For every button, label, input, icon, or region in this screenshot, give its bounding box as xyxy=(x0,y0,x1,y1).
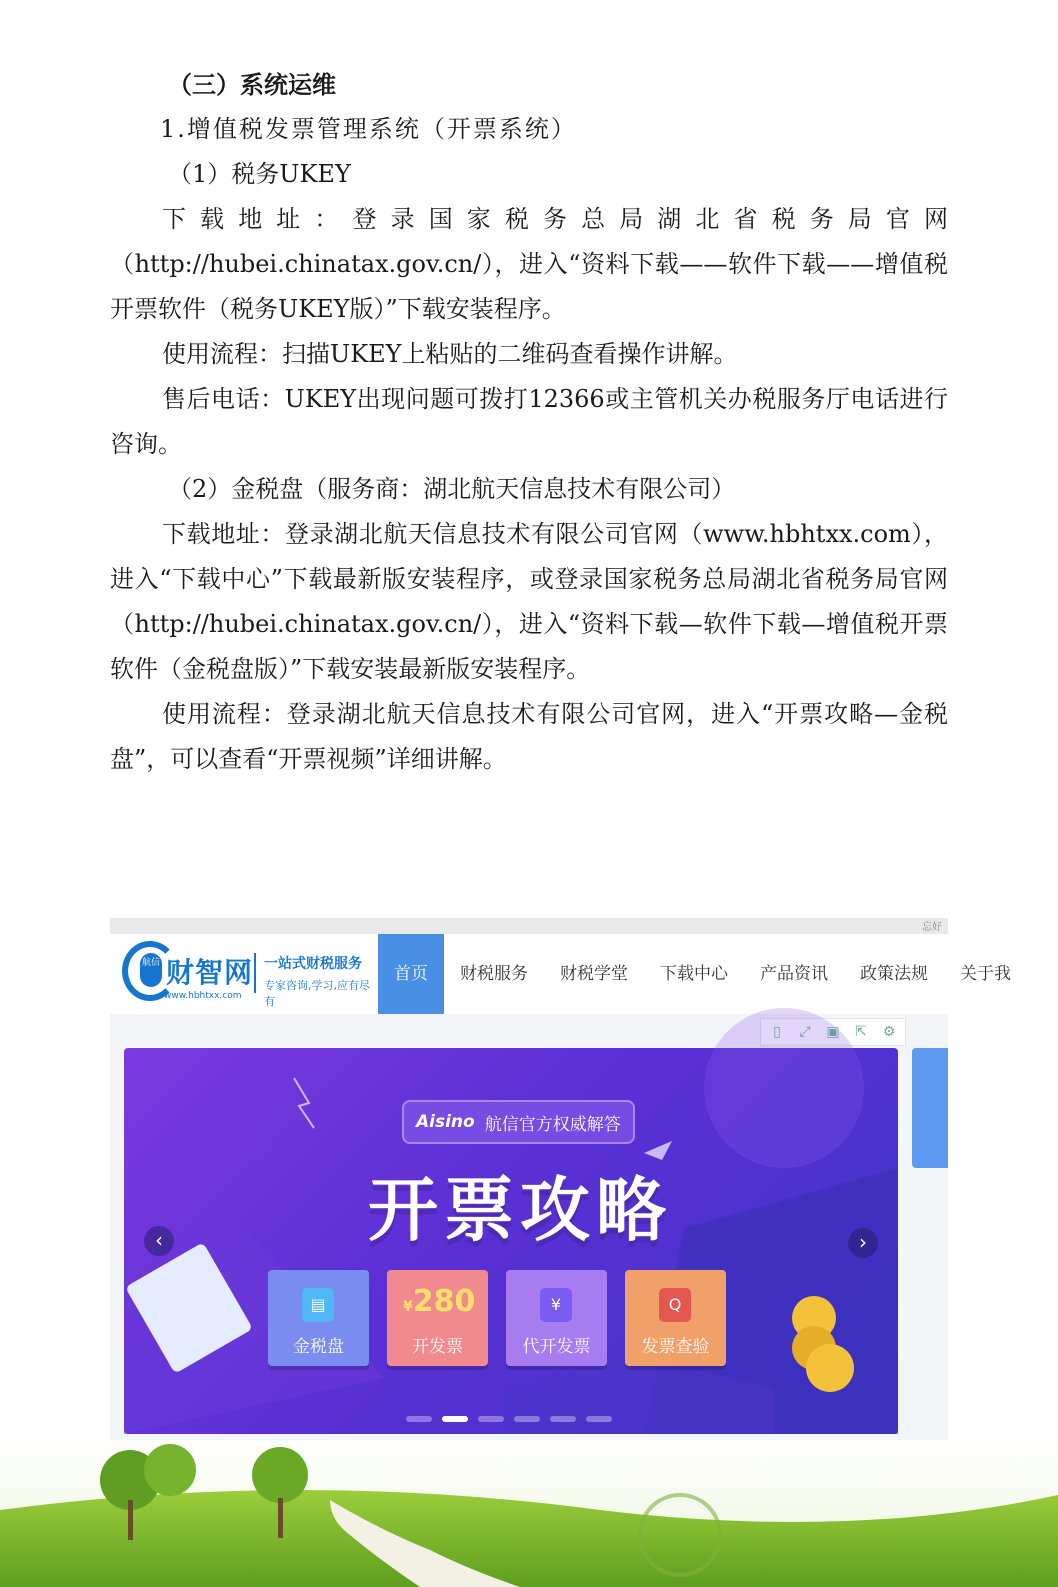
card-issue-invoice[interactable] xyxy=(387,1270,488,1366)
document-body xyxy=(110,62,948,782)
disk-icon: ▤ xyxy=(302,1288,334,1322)
card-invoice-check[interactable] xyxy=(625,1270,726,1366)
hero-banner[interactable] xyxy=(124,1048,898,1434)
landscape-decoration xyxy=(0,1440,1058,1587)
carousel-dot[interactable] xyxy=(586,1416,612,1422)
carousel-indicators xyxy=(406,1416,612,1422)
mobile-icon[interactable]: ▯ xyxy=(773,1024,781,1040)
logo-slogan: 一站式财税服务 xyxy=(264,956,362,972)
browser-top-bar xyxy=(110,918,948,934)
card-label: 开发票 xyxy=(412,1337,463,1357)
site-header xyxy=(110,934,1011,1014)
card-number xyxy=(403,1284,475,1319)
card-label: 发票查验 xyxy=(641,1337,710,1357)
nav-item-tax-school[interactable]: 财税学堂 xyxy=(560,964,628,984)
goldtax-title: （2）金税盘（服务商：湖北航天信息技术有限公司） xyxy=(168,475,736,503)
aisino-badge xyxy=(402,1100,635,1144)
aisino-tagline: 航信官方权威解答 xyxy=(484,1114,621,1135)
nav-item-home[interactable]: 首页 xyxy=(378,934,444,1014)
top-corner-text: 忘好 xyxy=(922,922,942,933)
card-label: 金税盘 xyxy=(293,1337,344,1357)
ukey-download-paragraph: 下载地址：登录国家税务总局湖北省税务局官网（http://hubei.chinatax.gov.cn/），进入“资料下载——软件下载——增值税开票软件（税务UKEY版）”下载安装程序。 xyxy=(110,205,948,323)
currency-symbol: ¥ xyxy=(403,1299,413,1315)
carousel-dot-active[interactable] xyxy=(442,1416,468,1422)
ukey-usage-paragraph: 使用流程：扫描UKEY上粘贴的二维码查看操作讲解。 xyxy=(162,340,738,368)
carousel-dot[interactable] xyxy=(514,1416,540,1422)
goldtax-usage-paragraph: 使用流程：登录湖北航天信息技术有限公司官网，进入“开票攻略—金税盘”，可以查看“开票视频”详细讲解。 xyxy=(110,700,948,773)
logo-name: 财智网 xyxy=(166,956,254,989)
ukey-title: （1）税务UKEY xyxy=(168,160,351,188)
chevron-left-icon[interactable]: ‹ xyxy=(144,1226,174,1256)
share-icon[interactable]: ⇱ xyxy=(855,1024,867,1040)
logo-badge: 航信 xyxy=(140,953,162,987)
nav-item-products[interactable]: 产品资讯 xyxy=(760,964,828,984)
chevron-right-icon[interactable]: › xyxy=(848,1228,878,1258)
site-logo[interactable] xyxy=(118,939,378,1009)
banner-title: 开票攻略 xyxy=(368,1169,672,1251)
nav-item-policy[interactable]: 政策法规 xyxy=(860,964,928,984)
aisino-logo: Aisino xyxy=(416,1112,475,1132)
settings-icon[interactable]: ⚙ xyxy=(882,1024,896,1040)
section-heading: （三）系统运维 xyxy=(168,70,336,99)
fullscreen-icon[interactable]: ⤢ xyxy=(799,1024,811,1040)
nav-item-tax-service[interactable]: 财税服务 xyxy=(460,964,528,984)
carousel-dot[interactable] xyxy=(550,1416,576,1422)
search-doc-icon: Q xyxy=(659,1288,691,1322)
banner-cards xyxy=(268,1270,726,1366)
logo-url: www.hbhtxx.com xyxy=(164,991,242,1001)
card-label: 代开发票 xyxy=(522,1337,591,1357)
nav-item-download[interactable]: 下载中心 xyxy=(660,964,728,984)
logo-divider xyxy=(254,953,256,993)
nav-item-about[interactable]: 关于我 xyxy=(960,964,1011,984)
website-screenshot xyxy=(110,918,1011,1473)
ukey-service-paragraph: 售后电话：UKEY出现问题可拨打12366或主管机关办税服务厅电话进行咨询。 xyxy=(110,385,948,458)
carousel-dot[interactable] xyxy=(406,1416,432,1422)
system-subheading: 1.增值税发票管理系统（开票系统） xyxy=(160,115,577,143)
main-nav xyxy=(378,934,1027,1014)
card-amount: 280 xyxy=(412,1284,476,1319)
card-proxy-invoice[interactable] xyxy=(506,1270,607,1366)
side-float-button[interactable] xyxy=(912,1048,948,1168)
card-golden-tax-disk[interactable] xyxy=(268,1270,369,1366)
save-icon[interactable]: ▣ xyxy=(826,1024,840,1040)
goldtax-download-paragraph: 下载地址：登录湖北航天信息技术有限公司官网（www.hbhtxx.com），进入“下载中心”下载最新版安装程序，或登录国家税务总局湖北省税务局官网（http://hubei.chinatax.gov.cn/），进入“资料下载—软件下载—增值税开票软件（金税盘版）”下载安装最新版安装程序。 xyxy=(110,520,948,683)
logo-subtitle: 专家咨询,学习,应有尽有 xyxy=(264,979,370,1008)
yen-icon: ¥ xyxy=(540,1288,572,1322)
carousel-dot[interactable] xyxy=(478,1416,504,1422)
